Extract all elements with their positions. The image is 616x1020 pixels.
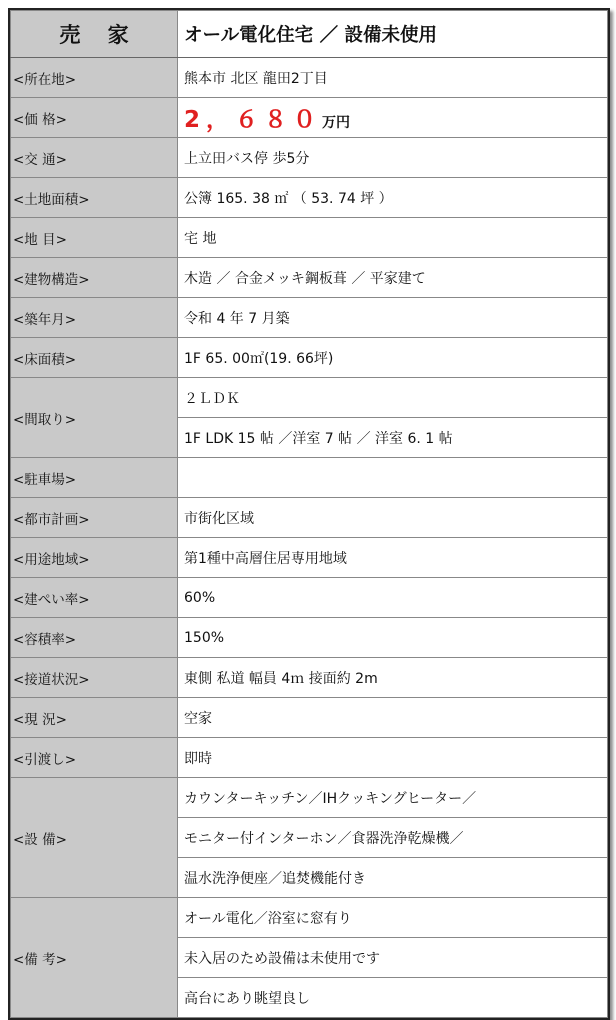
- label-location: <所在地>: [11, 58, 178, 98]
- property-listing-sheet: [8, 8, 610, 1020]
- value-remarks-1: オール電化／浴室に窓有り: [178, 898, 608, 938]
- row-floor-area: [11, 338, 608, 378]
- row-handover: [11, 738, 608, 778]
- row-floor-area-ratio: [11, 618, 608, 658]
- value-location: 熊本市 北区 龍田2丁目: [178, 58, 608, 98]
- value-remarks-3: 高台にあり眺望良し: [178, 978, 608, 1018]
- row-transport: [11, 138, 608, 178]
- value-price: [178, 98, 608, 138]
- row-layout-1: [11, 378, 608, 418]
- label-parking: <駐車場>: [11, 458, 178, 498]
- row-coverage-ratio: [11, 578, 608, 618]
- label-transport: <交 通>: [11, 138, 178, 178]
- label-land-category: <地 目>: [11, 218, 178, 258]
- value-zoning: 第1種中高層住居専用地域: [178, 538, 608, 578]
- value-equipment-3: 温水洗浄便座／追焚機能付き: [178, 858, 608, 898]
- value-floor-area: 1F 65. 00㎡(19. 66坪): [178, 338, 608, 378]
- row-built: [11, 298, 608, 338]
- listing-title: 売 家: [11, 11, 178, 58]
- property-table: [10, 10, 608, 1018]
- row-road-access: [11, 658, 608, 698]
- label-coverage-ratio: <建ぺい率>: [11, 578, 178, 618]
- value-layout-type: ２ＬＤＫ: [178, 378, 608, 418]
- value-remarks-2: 未入居のため設備は未使用です: [178, 938, 608, 978]
- listing-headline: オール電化住宅 ／ 設備未使用: [178, 11, 608, 58]
- label-price: <価 格>: [11, 98, 178, 138]
- row-city-planning: [11, 498, 608, 538]
- label-layout: <間取り>: [11, 378, 178, 458]
- value-transport: 上立田バス停 歩5分: [178, 138, 608, 178]
- label-remarks: <備 考>: [11, 898, 178, 1018]
- value-handover: 即時: [178, 738, 608, 778]
- value-built: 令和 4 年 7 月築: [178, 298, 608, 338]
- label-built: <築年月>: [11, 298, 178, 338]
- row-land-category: [11, 218, 608, 258]
- label-floor-area: <床面積>: [11, 338, 178, 378]
- row-location: [11, 58, 608, 98]
- row-parking: [11, 458, 608, 498]
- value-land-area: 公簿 165. 38 ㎡ （ 53. 74 坪 ）: [178, 178, 608, 218]
- label-land-area: <土地面積>: [11, 178, 178, 218]
- label-structure: <建物構造>: [11, 258, 178, 298]
- label-road-access: <接道状況>: [11, 658, 178, 698]
- value-structure: 木造 ／ 合金メッキ鋼板葺 ／ 平家建て: [178, 258, 608, 298]
- row-current-status: [11, 698, 608, 738]
- value-equipment-1: カウンターキッチン／IHクッキングヒーター／: [178, 778, 608, 818]
- value-equipment-2: モニター付インターホン／食器洗浄乾燥機／: [178, 818, 608, 858]
- row-price: [11, 98, 608, 138]
- value-city-planning: 市街化区域: [178, 498, 608, 538]
- row-land-area: [11, 178, 608, 218]
- header-row: [11, 11, 608, 58]
- value-floor-area-ratio: 150%: [178, 618, 608, 658]
- row-zoning: [11, 538, 608, 578]
- value-current-status: 空家: [178, 698, 608, 738]
- value-coverage-ratio: 60%: [178, 578, 608, 618]
- row-remarks-1: [11, 898, 608, 938]
- price-unit: 万円: [322, 115, 351, 131]
- label-current-status: <現 況>: [11, 698, 178, 738]
- value-layout-rooms: 1F LDK 15 帖 ／洋室 7 帖 ／ 洋室 6. 1 帖: [178, 418, 608, 458]
- label-zoning: <用途地域>: [11, 538, 178, 578]
- value-road-access: 東側 私道 幅員 4ｍ 接面約 2m: [178, 658, 608, 698]
- value-parking: [178, 458, 608, 498]
- row-equipment-1: [11, 778, 608, 818]
- label-city-planning: <都市計画>: [11, 498, 178, 538]
- price-amount: 2，６８０: [184, 107, 323, 133]
- label-equipment: <設 備>: [11, 778, 178, 898]
- row-structure: [11, 258, 608, 298]
- label-handover: <引渡し>: [11, 738, 178, 778]
- value-land-category: 宅 地: [178, 218, 608, 258]
- label-floor-area-ratio: <容積率>: [11, 618, 178, 658]
